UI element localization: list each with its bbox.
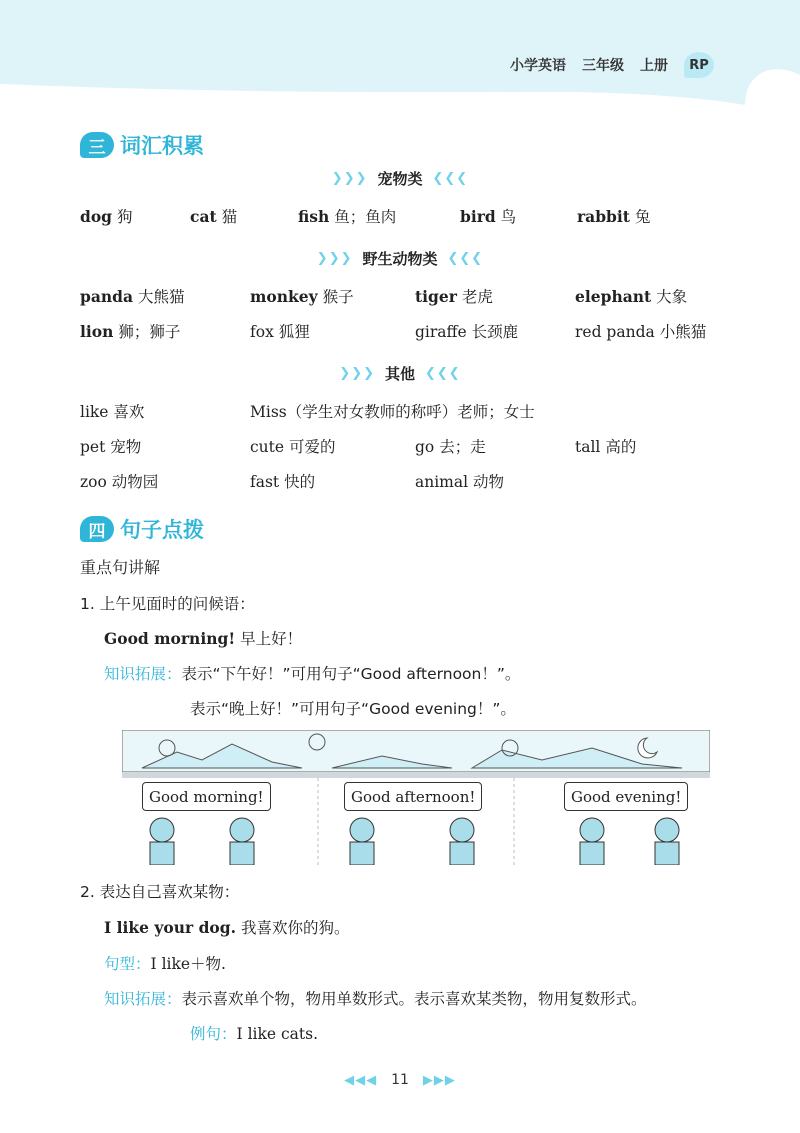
vocab-item: giraffe 长颈鹿: [415, 323, 519, 341]
group-other-heading: ❯❯❯ 其他 ❮❮❮: [339, 365, 461, 383]
vocab-item: like 喜欢: [80, 403, 145, 421]
vocab-item: animal 动物: [415, 473, 505, 491]
vocab-item: lion 狮；狮子: [80, 322, 181, 341]
vocab-item: pet 宠物: [80, 438, 142, 456]
vocab-item: tall 高的: [575, 438, 637, 456]
vocab-item: bird 鸟: [460, 207, 517, 226]
vocab-item: fox 狐狸: [250, 323, 310, 341]
section-vocab-heading: 词汇积累: [120, 134, 204, 158]
header-info: [510, 52, 714, 78]
chevron-left-icons: ❮❮❮: [425, 366, 461, 381]
header-subject: 小学英语: [510, 58, 566, 74]
item2-example: I like your dog. 我喜欢你的狗。: [104, 918, 350, 937]
ext-label: 知识拓展：: [104, 665, 182, 683]
chevron-left-icons: ❮❮❮: [432, 171, 469, 186]
item2-pattern: 句型：I like＋物.: [104, 955, 226, 973]
page-number: 11: [391, 1072, 409, 1088]
chevron-right-icons: ❯❯❯: [316, 251, 353, 266]
header-grade: 三年级: [582, 58, 624, 74]
vocab-item: dog 狗: [80, 207, 133, 226]
vocab-item: elephant 大象: [575, 287, 688, 306]
vocab-item: tiger 老虎: [415, 287, 493, 306]
page-footer: [0, 1072, 800, 1088]
ext-label: 知识拓展：: [104, 990, 182, 1008]
pattern-label: 句型：: [104, 955, 151, 973]
section-vocab-number: 三: [80, 132, 114, 158]
example-label: 例句：: [190, 1025, 237, 1043]
bubble-good-afternoon: Good afternoon!: [344, 782, 482, 811]
vocab-item: Miss（学生对女教师的称呼）老师；女士: [250, 403, 535, 421]
vocab-item: fast 快的: [250, 473, 316, 491]
vocab-item: cute 可爱的: [250, 438, 336, 456]
triangle-left-icons: ◀◀◀: [344, 1072, 378, 1088]
vocab-item: monkey 猴子: [250, 287, 354, 306]
item1-extension: 知识拓展：表示“下午好！”可用句子“Good afternoon！”。: [104, 665, 521, 683]
vocab-item: cat 猫: [190, 207, 238, 226]
rp-badge: RP: [684, 52, 714, 78]
subsection-title: 重点句讲解: [80, 558, 161, 577]
section-vocab-title: [80, 130, 204, 160]
item2-extension: 知识拓展：表示喜欢单个物，物用单数形式。表示喜欢某类物，物用复数形式。: [104, 990, 647, 1008]
header-term: 上册: [640, 58, 668, 74]
chevron-left-icons: ❮❮❮: [447, 251, 484, 266]
bubble-good-evening: Good evening!: [564, 782, 688, 811]
vocab-item: panda 大熊猫: [80, 287, 185, 306]
vocab-item: go 去；走: [415, 438, 486, 456]
bubble-good-morning: Good morning!: [142, 782, 271, 811]
item1-extension-2: 表示“晚上好！”可用句子“Good evening！”。: [190, 700, 516, 718]
section-sentence-number: 四: [80, 516, 114, 542]
vocab-item: red panda 小熊猫: [575, 323, 707, 341]
chevron-right-icons: ❯❯❯: [331, 171, 368, 186]
item1-example: Good morning! 早上好！: [104, 629, 303, 648]
item2-example-sentence: 例句：I like cats.: [190, 1025, 319, 1043]
chevron-right-icons: ❯❯❯: [339, 366, 375, 381]
group-wild-heading: ❯❯❯ 野生动物类 ❮❮❮: [316, 250, 484, 268]
section-sentence-heading: 句子点拨: [120, 518, 204, 542]
item2-title: 2. 表达自己喜欢某物：: [80, 883, 240, 901]
greeting-illustration: [122, 730, 710, 865]
group-pets-heading: ❯❯❯ 宠物类 ❮❮❮: [331, 170, 469, 188]
triangle-right-icons: ▶▶▶: [422, 1072, 456, 1088]
section-sentence-title: [80, 514, 204, 544]
vocab-item: zoo 动物园: [80, 473, 159, 491]
vocab-item: rabbit 兔: [577, 207, 651, 226]
vocab-item: fish 鱼；鱼肉: [298, 207, 397, 226]
item1-title: 1. 上午见面时的问候语：: [80, 595, 255, 613]
